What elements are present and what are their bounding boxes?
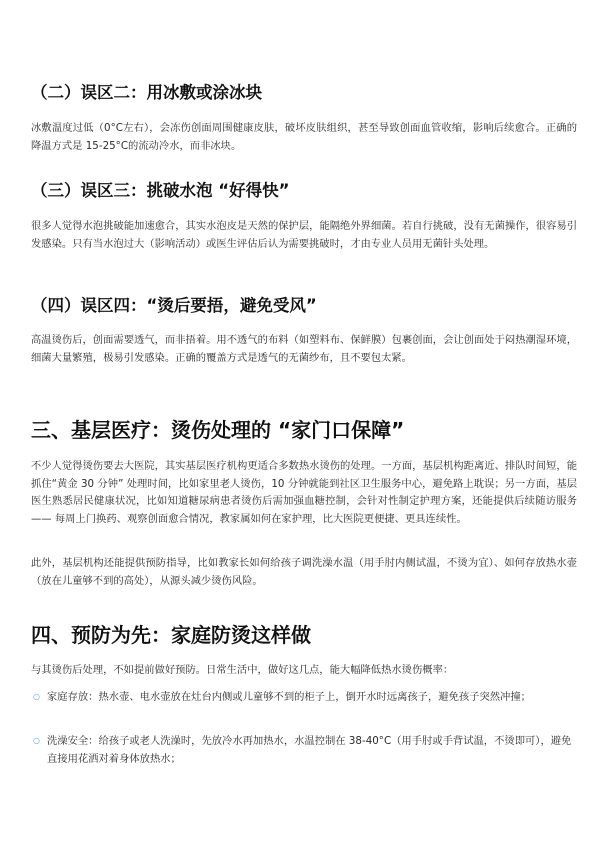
list-item: ○ 洗澡安全：给孩子或老人洗澡时，先放冷水再加热水，水温控制在 38-40°C（用手肘或手背试温，不烫即可），避免直接用花洒对着身体放热水； xyxy=(33,735,572,765)
heading-prevention: 四、预防为先：家庭防烫这样做 xyxy=(31,623,311,647)
paragraph-myth-3: 很多人觉得水泡挑破能加速愈合，其实水泡皮是天然的保护层，能隔绝外界细菌。若自行挑破，没有无菌操作，很容易引发感染。只有当水泡过大（影响活动）或医生评估后认为需要挑破时，才由专业人员用无菌针头处理。 xyxy=(31,220,577,250)
paragraph-prevention-intro: 与其烫伤后处理，不如提前做好预防。日常生活中，做好这几点，能大幅降低热水烫伤概率： xyxy=(31,664,454,676)
circle-bullet-icon: ○ xyxy=(33,736,40,745)
paragraph-myth-4: 高温烫伤后，创面需要透气，而非捂着。用不透气的布料（如塑料布、保鲜膜）包裹创面，会让创面处于闷热潮湿环境，细菌大量繁殖，极易引发感染。正确的覆盖方式是透气的无菌纱布，且不要包太紧。 xyxy=(31,334,577,364)
circle-bullet-icon: ○ xyxy=(33,692,40,701)
paragraph-primary-care-1: 不少人觉得烫伤要去大医院，其实基层医疗机构更适合多数热水烫伤的处理。一方面，基层机构距离近、排队时间短，能抓住“黄金 30 分钟” 处理时间，比如家里老人烫伤，10 分钟就能到社区卫生服务中心，避免路上耽误；另一方面，基层医生熟悉居民健康状况，比如知道糖尿病患者烫伤后需加强血糖控制，会针对性制定护理方案，还能提供后续随访服务 —— 每周上门换药、观察创面愈合情况，教家属如何在家护理，比大医院更便捷、更具连续性。 xyxy=(31,460,577,525)
heading-myth-3: （三）误区三：挑破水泡 “好得快” xyxy=(31,181,290,200)
list-item: ○ 家庭存放：热水壶、电水壶放在灶台内侧或儿童够不到的柜子上，倒开水时远离孩子，避免孩子突然冲撞； xyxy=(33,691,531,703)
heading-myth-4: （四）误区四：“烫后要捂，避免受风” xyxy=(31,296,317,315)
heading-myth-2: （二）误区二：用冰敷或涂冰块 xyxy=(31,83,262,102)
heading-primary-care: 三、基层医疗：烫伤处理的 “家门口保障” xyxy=(31,418,405,442)
paragraph-myth-2: 冰敷温度过低（0°C左右），会冻伤创面周围健康皮肤，破坏皮肤组织，甚至导致创面血管收缩，影响后续愈合。正确的降温方式是 15-25°C的流动冷水，而非冰块。 xyxy=(31,122,577,152)
paragraph-primary-care-2: 此外，基层机构还能提供预防指导，比如教家长如何给孩子调洗澡水温（用手肘内侧试温，不烫为宜）、如何存放热水壶（放在儿童够不到的高处），从源头减少烫伤风险。 xyxy=(31,557,577,587)
